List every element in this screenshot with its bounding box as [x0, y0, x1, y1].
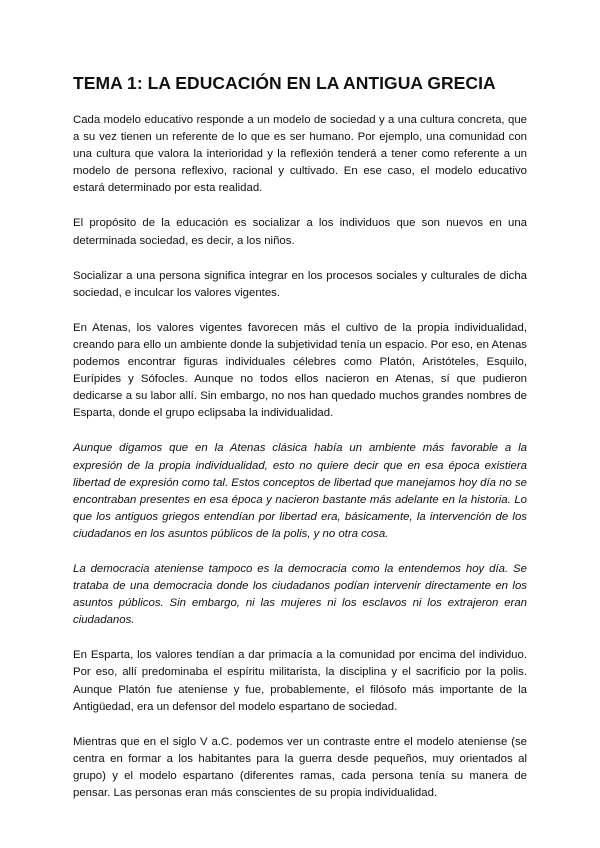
paragraph-socializar: Socializar a una persona significa integrar en los procesos sociales y culturales de dicha sociedad, e inculcar los valores vigentes. [73, 269, 527, 299]
paragraph-contraste-modelos: Mientras que en el siglo V a.C. podemos ver un contraste entre el modelo ateniense (se centra en formar a los habitantes para la guerra desde pequeños, muy orientados al grupo) y el modelo espartano (diferentes ramas, cada persona tenía su manera de pensar. Las personas eran más conscientes de su propia individualidad. [73, 735, 527, 799]
page-title: TEMA 1: LA EDUCACIÓN EN LA ANTIGUA GRECIA [73, 73, 496, 93]
paragraph-esparta: En Esparta, los valores tendían a dar primacía a la comunidad por encima del individuo. Por eso, allí predominaba el espíritu militarista, la disciplina y el sacrificio por la polis. Aunque Platón fue ateniense y fue, probablemente, el filósofo más importante de la Antigüedad, era un defensor del modelo espartano de sociedad. [73, 649, 527, 713]
paragraph-democracia-ateniense: La democracia ateniense tampoco es la democracia como la entendemos hoy día. Se trataba de una democracia donde los ciudadanos podían intervenir directamente en los asuntos públicos. Sin embargo, ni las mujeres ni los esclavos ni los extrajeron eran ciudadanos. [73, 562, 527, 627]
paragraph-atenas: En Atenas, los valores vigentes favorecen más el cultivo de la propia individualidad, creando para ello un ambiente donde la subjetividad tenía un espacio. Por eso, en Atenas podemos encontrar figuras individuales célebres como Platón, Aristóteles, Esquilo, Eurípides y Sófocles. Aunque no todos ellos nacieron en Atenas, sí que pudieron dedicarse a su labor allí. Sin embargo, no nos han quedado muchos grandes nombres de Esparta, donde el grupo eclipsaba la individualidad. [73, 321, 527, 420]
paragraph-libertad-atenas: Aunque digamos que en la Atenas clásica había un ambiente más favorable a la expresión de la propia individualidad, esto no quiere decir que en esa época existiera libertad de expresión como tal. Estos conceptos de libertad que manejamos hoy día no se encontraban presentes en esa época y nacieron bastante más adelante en la historia. Lo que los antiguos griegos entendían por libertad era, básicamente, la intervención de los ciudadanos en los asuntos públicos de la polis, y no otra cosa. [73, 442, 527, 540]
paragraph-modelo-educativo: Cada modelo educativo responde a un modelo de sociedad y a una cultura concreta, que a su vez tienen un referente de lo que es ser humano. Por ejemplo, una comunidad con una cultura que valora la interioridad y la reflexión tenderá a tener como referente a un modelo de persona reflexivo, racional y cultivado. En ese caso, el modelo educativo estará determinado por esta realidad. [73, 114, 527, 195]
paragraph-proposito-educacion: El propósito de la educación es socializar a los individuos que son nuevos en una determinada sociedad, es decir, a los niños. [73, 217, 527, 247]
document-body [73, 72, 527, 820]
